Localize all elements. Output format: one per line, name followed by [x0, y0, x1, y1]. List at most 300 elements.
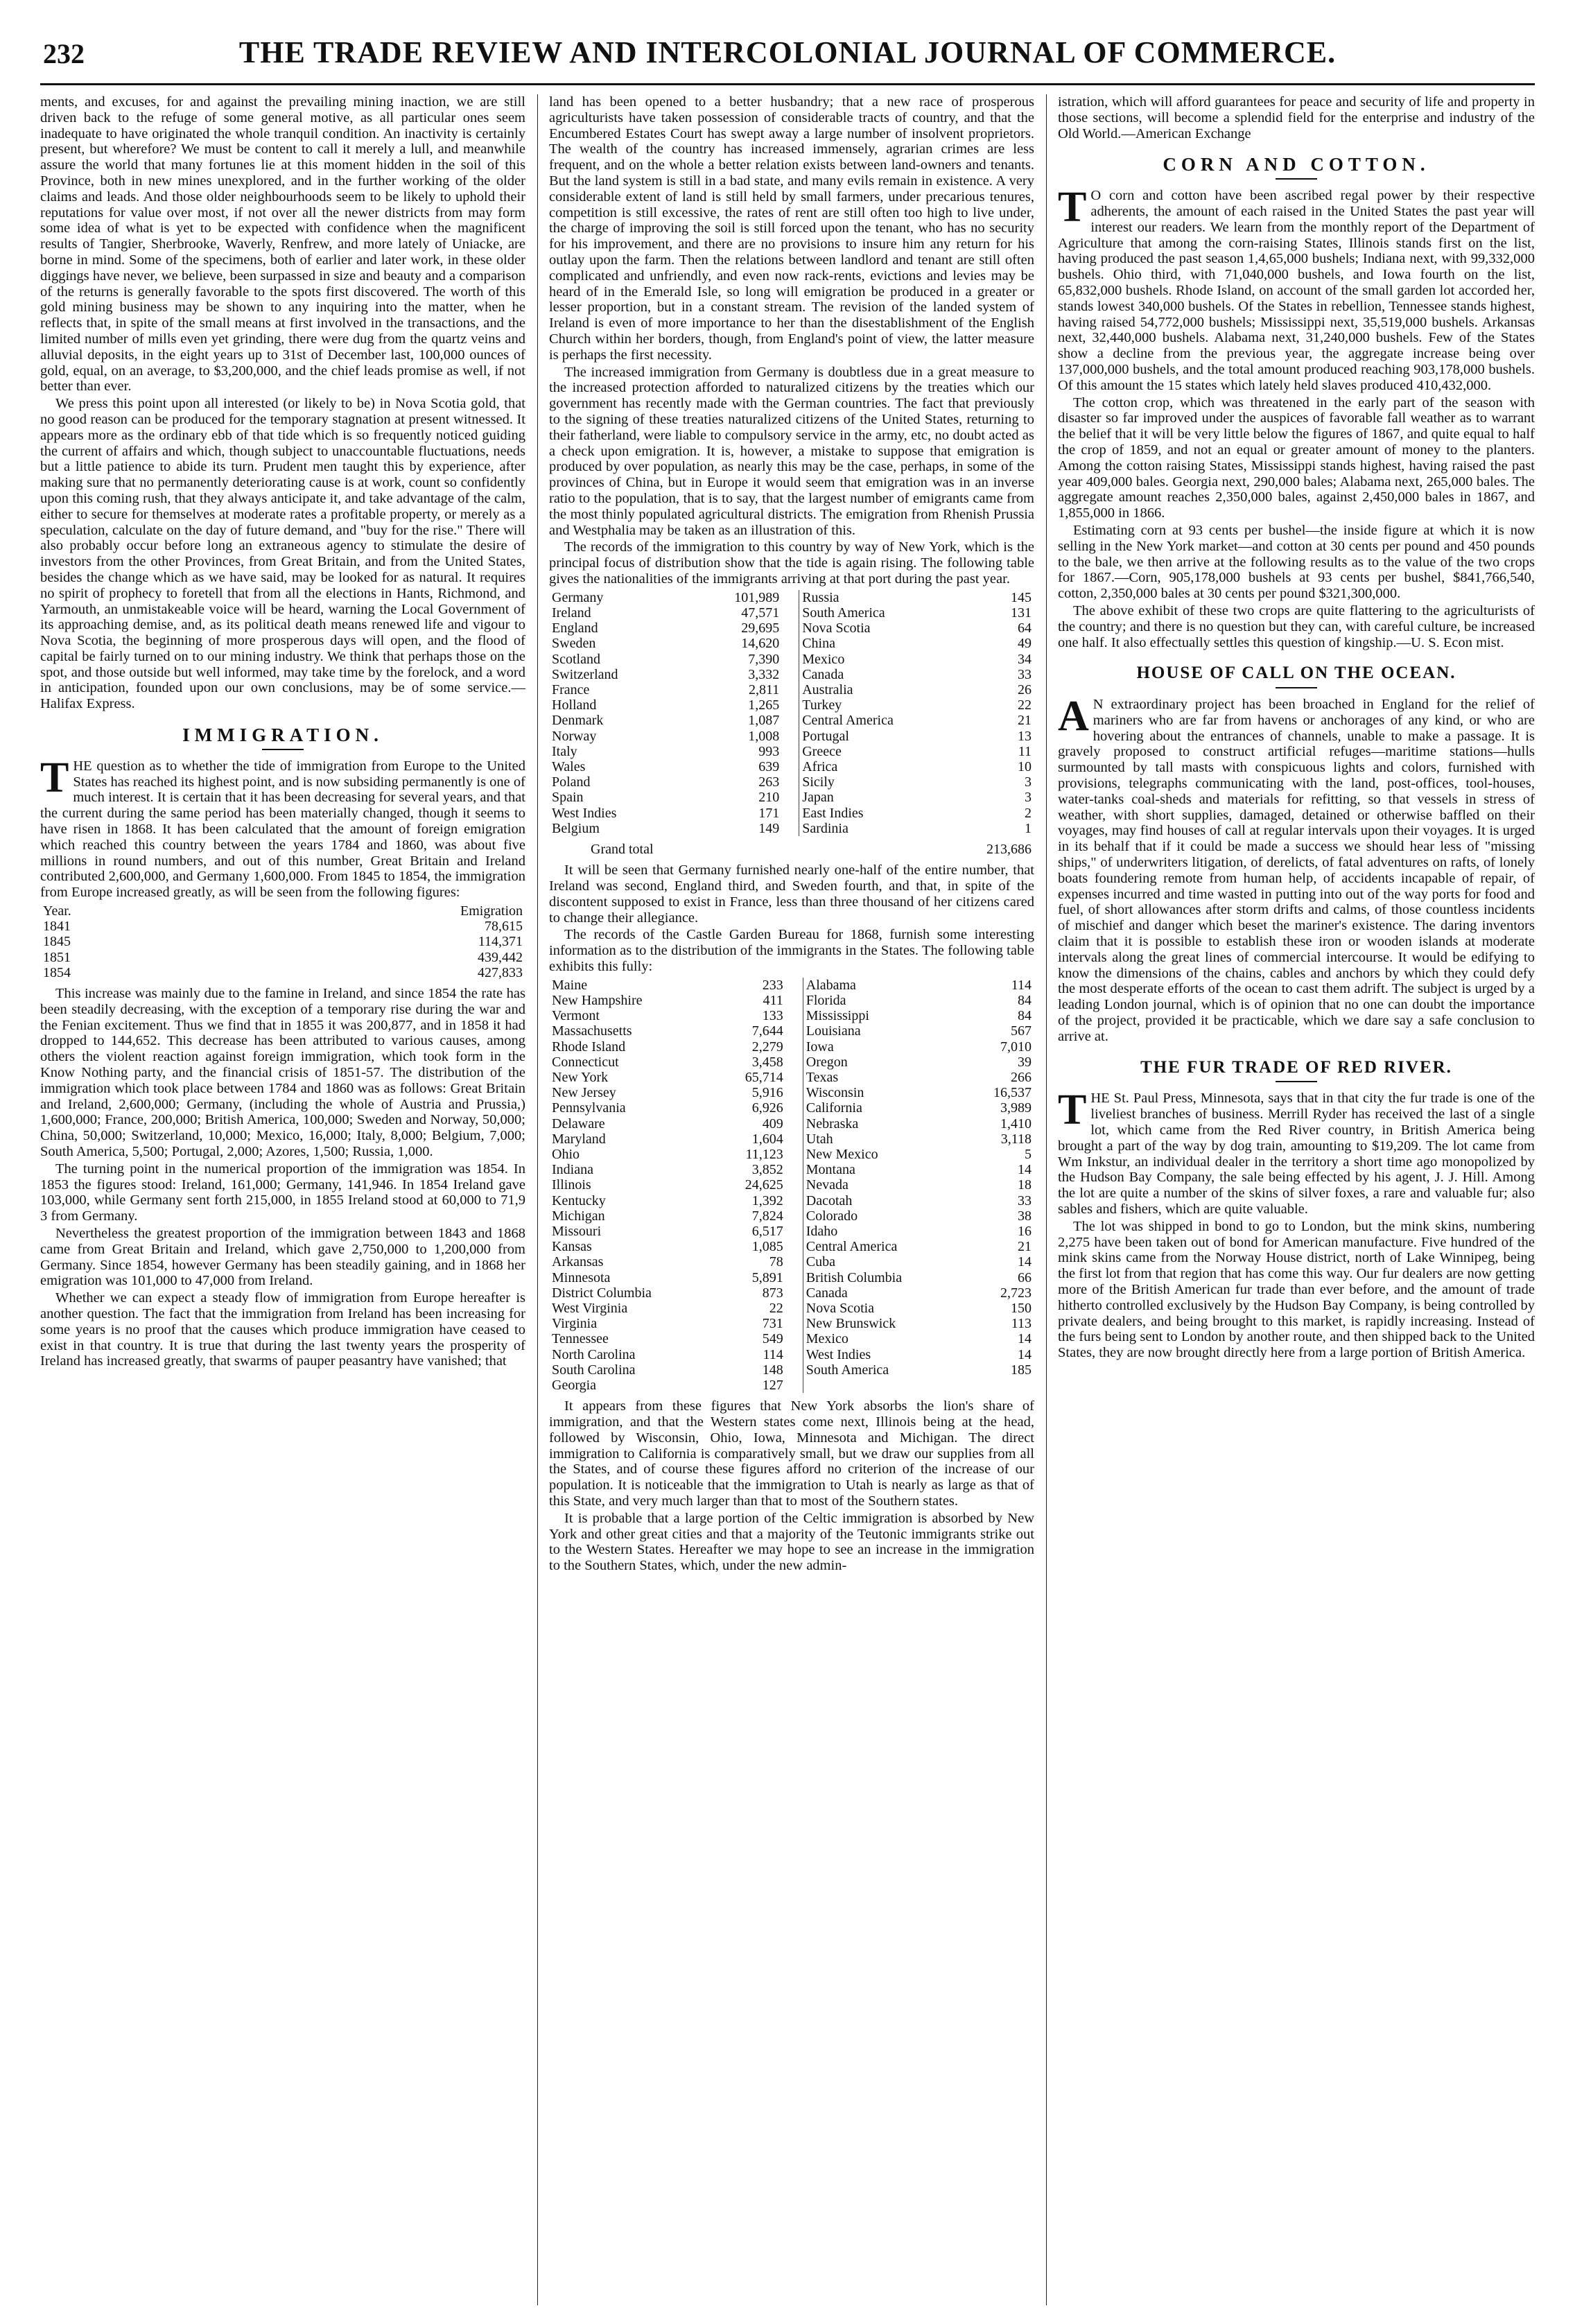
paragraph: [1058, 184, 1535, 393]
cell: 26: [1018, 682, 1032, 697]
column-divider: [786, 1285, 803, 1301]
table-row: [549, 1301, 1034, 1316]
total-value: 213,686: [986, 841, 1032, 857]
cell: 11: [1018, 743, 1032, 759]
paragraph: Nevertheless the greatest proportion of the immigration between 1843 and 1868 came from Great Britain and Ireland, which gave 2,750,000 to 1,200,000 from Germany. Since 1854, however Germany has been steadily gaining, and in 1868 her emigration was 101,000 to 47,000 from Ireland.: [40, 1226, 525, 1289]
cell: 171: [758, 805, 780, 821]
paragraph: Estimating corn at 93 cents per bushel—the inside figure at which it is now selling in the New York market—and cotton at 30 cents per pound and 450 pounds to the bale, we then arrive at the following results as to the value of the two crops for 1867.—Corn, 905,178,000 bushels at 93 cents per bushel, $841,766,540, cotton, 2,350,000 bales at 30 cents per pound $321,300,000.: [1058, 522, 1535, 602]
cell: 11,123: [745, 1146, 783, 1162]
cell: 210: [758, 790, 780, 806]
cell: 7,644: [751, 1023, 783, 1039]
cell: China: [802, 636, 835, 652]
journal-title: THE TRADE REVIEW AND INTERCOLONIAL JOURNAL OF COMMERCE.: [238, 35, 1337, 69]
table-header: [40, 903, 525, 919]
cell: 14: [1018, 1331, 1032, 1347]
cell: Nevada: [806, 1177, 849, 1193]
cell: England: [552, 621, 598, 636]
cell: Dacotah: [806, 1193, 853, 1208]
paragraph: It is probable that a large portion of the Celtic immigration is absorbed by New York and other great cities and that a majority of the Teutonic immigrants strike out to the Western States. Hereafter we may hope to see an increase in the immigration to the Southern States, which, under the new admin-: [549, 1510, 1034, 1574]
cell: 78,615: [485, 919, 523, 935]
cell: 14,620: [741, 636, 780, 652]
cell: Australia: [802, 682, 853, 697]
column-divider: [782, 652, 799, 667]
cell: Pennsylvania: [552, 1100, 626, 1116]
cell: New Hampshire: [552, 992, 643, 1008]
cell: Central America: [806, 1239, 898, 1255]
table-row: [549, 1039, 1034, 1055]
masthead: [40, 28, 1535, 85]
cell: 6,517: [751, 1223, 783, 1239]
cell: North Carolina: [552, 1346, 636, 1362]
cell: 16: [1018, 1223, 1032, 1239]
cell: 1,604: [751, 1131, 783, 1147]
cell: Georgia: [552, 1378, 597, 1394]
cell: 7,390: [748, 651, 780, 667]
table-row: [549, 744, 1034, 759]
table-row: [549, 1362, 1034, 1378]
cell: 1,087: [748, 713, 780, 729]
cell: 5,916: [751, 1085, 783, 1101]
table-row: [549, 605, 1034, 621]
header-cell: Year.: [43, 903, 71, 919]
column-divider: [782, 774, 799, 790]
cell: Tennessee: [552, 1331, 609, 1347]
table-row: [549, 1254, 1034, 1269]
table-row: [549, 1085, 1034, 1100]
table-row: [549, 1285, 1034, 1301]
cell: 149: [758, 820, 780, 836]
cell: Florida: [806, 992, 846, 1008]
cell: 1,085: [751, 1239, 783, 1255]
column-divider: [786, 1301, 803, 1316]
table-row: [549, 697, 1034, 713]
cell: 3,118: [1000, 1131, 1032, 1147]
cell: 114: [1011, 977, 1032, 993]
column-divider: [782, 790, 799, 805]
cell: 24,625: [745, 1177, 783, 1193]
cell: 14: [1018, 1346, 1032, 1362]
divider: [1276, 1081, 1317, 1082]
cell: Belgium: [552, 820, 600, 836]
cell: 33: [1018, 666, 1032, 682]
cell: Poland: [552, 774, 591, 790]
cell: Switzerland: [552, 666, 618, 682]
cell: Portugal: [802, 728, 849, 744]
column-divider: [786, 1147, 803, 1162]
cell: 1: [1025, 820, 1032, 836]
cell: 38: [1018, 1208, 1032, 1224]
emigration-table: [40, 903, 525, 980]
cell: Italy: [552, 743, 577, 759]
cell: 3,852: [751, 1162, 783, 1178]
cell: 64: [1018, 621, 1032, 636]
paragraph: ments, and excuses, for and against the prevailing mining inaction, we are still driven back to the refuge of some general motive, as all particular ones seem inadequate to have originated the whole tranquil condition. An inactivity is certainly present, but wherefore? We must be content to call it merely a lull, and meanwhile assure the world that many fortunes lie at this moment hidden in the soil of this Province, both in new mines unexplored, and in the further working of the older claims and leads. And those older neighbourhoods seem to be likely to uphold their reputations for value over most, if not over all the newer districts from may form some idea of what is yet to be expected with confidence when the magnificent results of Tangier, Sherbrooke, Waverly, Renfrew, and more lately of Uniacke, are borne in mind. Some of the specimens, both of earlier and later work, in these older diggings have never, we believe, been surpassed in size and beauty and a comparison of the returns is generally favorable to the spots first discovered. The worth of this gold mining business may be shown to any inquiring into the matter, when he reflects that, in spite of the small means at first involved in the transactions, and the limited number of mills even yet grinding, there were dug from the quartz veins and alluvial deposits, in the eight years up to 31st of December last, 100,000 ounces of gold, equal, on an average, to $3,200,000, and the chief leads promise as well, if not better than ever.: [40, 94, 525, 394]
column-divider: [786, 1070, 803, 1085]
cell: Rhode Island: [552, 1039, 626, 1055]
cell: Maryland: [552, 1131, 606, 1147]
cell: Montana: [806, 1162, 855, 1178]
cell: South America: [802, 605, 885, 621]
drop-cap: A: [1058, 693, 1089, 740]
cell: 7,010: [1000, 1039, 1032, 1055]
cell: 29,695: [741, 621, 780, 636]
column-divider: [786, 1023, 803, 1039]
cell: Illinois: [552, 1177, 591, 1193]
paragraph: The increased immigration from Germany is doubtless due in a great measure to the increased protection afforded to naturalized citizens by the treaties which our government has recently made with the German countries. The fact that previously to the signing of these treaties naturalized citizens of the United States, returning to their fatherland, were liable to compulsory service in the army, etc, no doubt acted as a check upon emigration. It is, however, a mistake to suppose that emigration is produced by over population, as nearly this may be the case, perhaps, in some of the provinces of China, but in Europe it would seem that emigration was in an inverse ratio to the population, that is to say, that the largest number of emigrants came from the most thinly populated agricultural districts. The emigration from Rhenish Prussia and Westphalia may be taken as an illustration of this.: [549, 364, 1034, 538]
grand-total: [549, 842, 1034, 857]
column-divider: [786, 1362, 803, 1378]
cell: 1,265: [748, 697, 780, 713]
column-divider: [786, 993, 803, 1008]
table-row: [549, 1008, 1034, 1023]
table-row: [549, 978, 1034, 993]
column-divider: [782, 759, 799, 774]
cell: 49: [1018, 636, 1032, 652]
cell: 439,442: [478, 949, 523, 965]
cell: 84: [1018, 1008, 1032, 1024]
corn-cotton-heading: [1058, 154, 1535, 180]
cell: Colorado: [806, 1208, 858, 1224]
paragraph-text: N extraordinary project has been broached in England for the relief of mariners who are far from havens or anchorages of any kind, or who are hovering about the entrances of channels, unable to make a passage. It is gravely proposed to construct artificial refuges—maritime stations—hulls surmounted by tall masts with conspicuous lights and colors, furnished with provisions, telegraphs communicating with the land, post-offices, tool-houses, water-tanks coal-sheds and materials for refitting, so that vessels in stress of weather, with short supplies, damaged, detained or otherwise baffled on their voyages, may find houses of call at regular intervals upon their voyages. It is urged in its behalf that if it could be made a success we should hear less of "missing ships," of underwriters litigation, of derelicts, of fatal adventures on rafts, of lonely boats foundering remote from human help, of accidents incapable of repair, of expenses incurred and time wasted in putting into out of the way ports for food and fuel, of short allowances after storm drifts and calms, of those countless incidents of mischief and danger which beset the mariner's existence. The daring inventors claim that it is possible to establish these iron or wooden islands at moderate intervals along the great lines of commercial intercourse. It would be edifying to know the dimensions of the chains, cables and anchors by which they could defy the most desperate efforts of the ocean to cast them adrift. The subject is urged by a leading London journal, which is of opinion that no one can doubt the importance of the project, provided it be practicable, which we dare say a safe conclusion to arrive at.: [1058, 697, 1535, 1044]
cell: South Carolina: [552, 1362, 636, 1378]
column-divider: [786, 1131, 803, 1147]
column-divider: [786, 1208, 803, 1224]
cell: Sardinia: [802, 820, 849, 836]
page-number: 232: [43, 38, 85, 69]
cell: 39: [1018, 1054, 1032, 1070]
cell: Nebraska: [806, 1116, 859, 1131]
column-divider: [786, 1055, 803, 1070]
cell: 34: [1018, 651, 1032, 667]
cell: 1845: [43, 934, 71, 950]
cell: 84: [1018, 992, 1032, 1008]
table-row: [549, 1331, 1034, 1346]
cell: Arkansas: [552, 1254, 604, 1270]
paragraph: land has been opened to a better husbandry; that a new race of prosperous agriculturists have taken possession of considerable tracts of country, and that the Encumbered Estates Court has swept away a large number of insolvent proprietors. The wealth of the country has increased immensely, agrarian crimes are less frequent, and on the whole a better relation exists between land-owners and tenants. But the land system is still in a bad state, and many evils remain in existence. A very considerable extent of land is still held by small farmers, under precarious tenures, competition is still excessive, the rates of rent are still often too high to live under, the charge of improving the soil is still forced upon the tenant, who has no security for his improvement, and there are no provisions to insure him any return for his outlay upon the farm. Then the relations between landlord and tenant are still often complicated and unfriendly, and even now rack-rents, evictions and levies may be heard of in the Emerald Isle, so long will emigration be produced in a greater or lesser proportion, but in a constant stream. The revision of the landed system of Ireland is even of more importance to her than the disestablishment of the English Church within her borders, though, from England's point of view, the latter measure is perhaps the first necessity.: [549, 94, 1034, 363]
cell: 2,723: [1000, 1285, 1032, 1301]
columns: [40, 94, 1535, 2305]
cell: 145: [1011, 589, 1032, 605]
table-row: [549, 1193, 1034, 1208]
cell: 47,571: [741, 605, 780, 621]
cell: Iowa: [806, 1039, 834, 1055]
cell: British Columbia: [806, 1269, 903, 1285]
cell: Nova Scotia: [802, 621, 871, 636]
paragraph-text: HE St. Paul Press, Minnesota, says that in that city the fur trade is one of the liveliest branches of business. Merrill Ryder has received the last of a single lot, which came from the Red River country, in British America being brought a part of the way by dog train, amounting to $19,209. The lot came from Wm Inkstur, an individual dealer in the territory a short time ago monopolized by the Hudson Bay Company, the sale being effected by his agent, J. J. Hill. Among the lot are quite a number of the skins of silver foxes, a rare and valuable fur; also sables and fishers, which are quite valuable.: [1058, 1091, 1535, 1217]
cell: 22: [1018, 697, 1032, 713]
table-row: [549, 636, 1034, 651]
cell: 7,824: [751, 1208, 783, 1224]
total-label: Grand total: [591, 841, 654, 857]
column-divider: [782, 697, 799, 713]
drop-cap: T: [40, 754, 69, 801]
cell: East Indies: [802, 805, 864, 821]
cell: 131: [1011, 605, 1032, 621]
cell: 266: [1011, 1069, 1032, 1085]
column-divider: [786, 1254, 803, 1269]
states-table: [549, 978, 1034, 1393]
cell: 150: [1011, 1301, 1032, 1316]
paragraph: Whether we can expect a steady flow of immigration from Europe hereafter is another question. The fact that the immigration from Ireland has been increasing for some years is no proof that the causes which produce immigration have ceased to exist in that country. It is true that during the last twenty years the prosperity of Ireland has increased greatly, that swarms of pauper peasantry have vanished; that: [40, 1290, 525, 1369]
divider: [1276, 178, 1317, 180]
cell: Central America: [802, 713, 894, 729]
table-row: [549, 759, 1034, 774]
nationality-table: [549, 590, 1034, 836]
table-row: [549, 713, 1034, 728]
cell: 6,926: [751, 1100, 783, 1116]
table-row: [40, 950, 525, 965]
cell: Kentucky: [552, 1193, 606, 1208]
cell: 13: [1018, 728, 1032, 744]
column-divider: [786, 1008, 803, 1023]
cell: 5,891: [751, 1269, 783, 1285]
cell: 127: [762, 1378, 783, 1394]
column-3: [1058, 94, 1535, 2305]
cell: Connecticut: [552, 1054, 619, 1070]
cell: Greece: [802, 743, 842, 759]
cell: District Columbia: [552, 1285, 652, 1301]
section-title: THE FUR TRADE OF RED RIVER.: [1140, 1057, 1452, 1077]
cell: 993: [758, 743, 780, 759]
cell: Wisconsin: [806, 1085, 864, 1101]
cell: 3,989: [1000, 1100, 1032, 1116]
column-divider: [786, 1162, 803, 1177]
table-row: [549, 1116, 1034, 1131]
cell: 409: [762, 1116, 783, 1131]
cell: Wales: [552, 758, 586, 774]
cell: 873: [762, 1285, 783, 1301]
cell: Russia: [802, 589, 839, 605]
immigration-heading: [40, 727, 525, 750]
cell: 1,392: [751, 1193, 783, 1208]
cell: Germany: [552, 589, 604, 605]
cell: 65,714: [745, 1069, 783, 1085]
column-divider: [782, 667, 799, 682]
table-row: [549, 1177, 1034, 1193]
cell: 567: [1011, 1023, 1032, 1039]
cell: 233: [762, 977, 783, 993]
paragraph: The records of the immigration to this country by way of New York, which is the principal focus of distribution show that the tide is again rising. The following table gives the nationalities of the immigrants arriving at that port during the past year.: [549, 539, 1034, 587]
table-row: [549, 590, 1034, 605]
cell: 14: [1018, 1254, 1032, 1270]
cell: 549: [762, 1331, 783, 1347]
cell: 133: [762, 1008, 783, 1024]
drop-cap: T: [1058, 1086, 1087, 1134]
table-row: [549, 993, 1034, 1008]
cell: 114,371: [478, 934, 523, 950]
cell: Ohio: [552, 1146, 580, 1162]
cell: New Mexico: [806, 1146, 878, 1162]
table-row: [549, 1224, 1034, 1239]
cell: 2,279: [751, 1039, 783, 1055]
column-divider: [786, 1224, 803, 1239]
cell: Missouri: [552, 1223, 602, 1239]
cell: 5: [1025, 1146, 1032, 1162]
newspaper-page: [40, 28, 1535, 2305]
column-divider: [786, 1270, 803, 1285]
paragraph: [40, 754, 525, 901]
table-row: [40, 919, 525, 934]
cell: [965, 1378, 1034, 1393]
table-row: [549, 1347, 1034, 1362]
cell: 113: [1011, 1316, 1032, 1332]
cell: 66: [1018, 1269, 1032, 1285]
cell: Indiana: [552, 1162, 593, 1178]
paragraph-text: HE question as to whether the tide of immigration from Europe to the United States has reached its highest point, and is now subsiding permanently is one of much interest. It is certain that it has been decreasing for several years, and that the current during the same period has been materially changed, though it seems to have risen in 1868. It has been calculated that the amount of foreign emigration which reached this country between the years 1784 and 1860, was about five millions in round numbers, and out of this number, Great Britain and Ireland contributed 2,600,000, and Germany 1,600,000. From 1845 to 1854, the immigration from Europe increased greatly, as will be seen from the following figures:: [40, 758, 525, 901]
table-row: [549, 842, 1034, 857]
column-divider: [786, 1331, 803, 1346]
paragraph: This increase was mainly due to the famine in Ireland, and since 1854 the rate has been steadily decreasing, with the exception of a temporary rise during the war and the Fenian excitement. Thus we find that in 1855 it was 200,877, and in 1858 it had dropped to 144,652. This decrease has been attributed to various causes, among others the violent reaction against foreign immigration, which took form in the Know Nothing party, and the financial crisis of 1851-57. The distribution of the immigration which took place between 1784 and 1860 was as follows: Great Britain and Ireland, 2,600,000; Germany, (including the whole of Austria and Prussia,) 1,600,000; France, 200,000; British America, 100,000; Sweden and Norway, 50,000; China, 50,000; Switzerland, 10,000; Mexico, 16,000; Italy, 8,000; Belgium, 7,000; South America, 5,500; Portugal, 2,000; Azores, 1,500; Russia, 1,000.: [40, 986, 525, 1160]
cell: Louisiana: [806, 1023, 861, 1039]
cell: Scotland: [552, 651, 600, 667]
cell: Africa: [802, 758, 838, 774]
paragraph: The turning point in the numerical proportion of the immigration was 1854. In 1853 the figures stood: Ireland, 161,000; Germany, 141,946. In 1854 Ireland gave 103,000, while Germany sent forth 215,000, in 1855 Ireland stood at 60,000 to 71,9 3 from Germany.: [40, 1161, 525, 1224]
cell: 411: [763, 992, 783, 1008]
divider: [1276, 687, 1317, 688]
cell: 3,332: [748, 666, 780, 682]
section-title: IMMIGRATION.: [182, 725, 383, 746]
cell: Alabama: [806, 977, 856, 993]
cell: New York: [552, 1069, 609, 1085]
table-row: [549, 1147, 1034, 1162]
cell: 78: [769, 1254, 783, 1270]
cell: 2: [1025, 805, 1032, 821]
column-divider: [782, 821, 799, 836]
cell: 22: [769, 1301, 783, 1316]
cell: France: [552, 682, 590, 697]
table-row: [549, 821, 1034, 836]
cell: 3: [1025, 774, 1032, 790]
cell: 101,989: [734, 589, 780, 605]
table-row: [549, 652, 1034, 667]
table-row: [40, 934, 525, 949]
cell: Virginia: [552, 1316, 598, 1332]
cell: 3: [1025, 790, 1032, 806]
cell: Mississippi: [806, 1008, 869, 1024]
cell: New Jersey: [552, 1085, 616, 1101]
table-row: [549, 729, 1034, 744]
column-2: [549, 94, 1034, 2305]
cell: 639: [758, 758, 780, 774]
paragraph: [1058, 693, 1535, 1045]
table-row: [549, 621, 1034, 636]
paragraph: The cotton crop, which was threatened in the early part of the season with disaster so far improved under the auspices of favorable fall weather as to warrant the belief that it will be very little below the figures of 1867, and quite equal to half the crop of 1859, and not an equal or greater amount of money to the planters. Among the cotton raising States, Mississippi stands highest, having raised the past year 409,000 bales. Georgia next, 290,000 bales; Alabama next, 265,000 bales. The aggregate amount reaches 2,350,000 bales, against 2,450,000 bales in 1867, and 1,855,000 in 1866.: [1058, 394, 1535, 521]
column-divider: [782, 806, 799, 821]
cell: [803, 1378, 965, 1393]
column-divider: [786, 1039, 803, 1055]
cell: Turkey: [802, 697, 842, 713]
column-divider: [782, 713, 799, 728]
cell: 114: [763, 1346, 783, 1362]
table-row: [549, 1162, 1034, 1177]
cell: Sweden: [552, 636, 596, 652]
cell: West Virginia: [552, 1301, 628, 1316]
paragraph: It will be seen that Germany furnished nearly one-half of the entire number, that Ireland was second, England third, and Sweden fourth, and that, in spite of the discontent supposed to exist in France, less than three thousand of her citizens cared to change their allegiance.: [549, 862, 1034, 926]
section-title: HOUSE OF CALL ON THE OCEAN.: [1136, 664, 1456, 683]
cell: Ireland: [552, 605, 591, 621]
cell: Mexico: [806, 1331, 849, 1347]
table-row: [549, 806, 1034, 821]
cell: Norway: [552, 728, 597, 744]
table-row: [549, 667, 1034, 682]
column-divider: [782, 682, 799, 697]
column-divider: [786, 1116, 803, 1131]
table-row: [549, 1208, 1034, 1224]
cell: 1,410: [1000, 1116, 1032, 1131]
cell: 33: [1018, 1193, 1032, 1208]
column-divider: [782, 621, 799, 636]
cell: Massachusetts: [552, 1023, 632, 1039]
column-divider: [782, 590, 799, 605]
table-row: [549, 1239, 1034, 1254]
cell: Kansas: [552, 1239, 592, 1255]
column-divider: [782, 729, 799, 744]
cell: California: [806, 1100, 862, 1116]
cell: New Brunswick: [806, 1316, 896, 1332]
cell: Canada: [806, 1285, 848, 1301]
column-divider: [786, 1100, 803, 1116]
paragraph: The lot was shipped in bond to go to London, but the mink skins, numbering 2,275 have been taken out of bond for American manufacture. Five hundred of the mink skins came from the Norway House district, north of Lake Winnipeg, being the first lot from that region that has come this way. Our fur dealers are now getting more of the British American fur trade than ever before, and the amount of trade hitherto controlled exclusively by the Hudson Bay Company, is being controlled by private dealers, and being brought to this market, is rapidly increasing. Instead of the furs being sent to London by another route, and then shipped back to the United States, they are now brought directly here from a large portion of British America.: [1058, 1218, 1535, 1361]
column-1: [40, 94, 525, 2305]
cell: 427,833: [478, 964, 523, 980]
cell: 10: [1018, 758, 1032, 774]
table-row: [40, 965, 525, 980]
drop-cap: T: [1058, 184, 1087, 232]
paragraph-text: O corn and cotton have been ascribed regal power by their respective adherents, the amount of each raised in the United States the past year will interest our readers. We learn from the monthly report of the Department of Agriculture that among the corn-raising States, Illinois stands first on the list, having produced the past season 1,4,65,000 bushels; Indiana next, with 99,332,000 bushels. Ohio third, with 71,040,000 bushels, and Iowa fourth on the list, 65,832,000 bushels. Rhode Island, on account of the small garden lot accorded her, stands lowest 340,000 bushels. Of the States in rebellion, Tennessee stands highest, having raised 54,772,000 bushels; Mississippi next, 35,519,000 bushels. Arkansas next, 32,440,000 bushels. Alabama next, 31,240,000 bushels. Few of the States show a decline from the previous year, the aggregate increase being over 137,000,000 bushels, and the total amount produced reaching 903,178,000 bushels. Of this amount the 15 states which lately held slaves produced 410,432,000.: [1058, 188, 1535, 393]
table-row: [549, 1316, 1034, 1331]
table-row: [549, 1070, 1034, 1085]
cell: Idaho: [806, 1223, 838, 1239]
table-row: [549, 1378, 1034, 1393]
column-divider: [786, 1193, 803, 1208]
cell: 14: [1018, 1162, 1032, 1178]
paragraph: [1058, 1086, 1535, 1217]
column-divider: [786, 1316, 803, 1331]
table-row: [549, 1270, 1034, 1285]
cell: Nova Scotia: [806, 1301, 875, 1316]
header-cell: Emigration: [460, 903, 523, 919]
cell: Sicily: [802, 774, 835, 790]
house-of-call-heading: [1058, 666, 1535, 688]
table-row: [549, 1100, 1034, 1116]
cell: 1,008: [748, 728, 780, 744]
cell: Utah: [806, 1131, 833, 1147]
cell: Texas: [806, 1069, 839, 1085]
table-row: [549, 790, 1034, 805]
cell: Holland: [552, 697, 597, 713]
cell: 3,458: [751, 1054, 783, 1070]
cell: Japan: [802, 790, 834, 806]
cell: West Indies: [552, 805, 617, 821]
table-row: [549, 1055, 1034, 1070]
cell: 16,537: [993, 1085, 1032, 1101]
table-row: [549, 1023, 1034, 1039]
cell: 1851: [43, 949, 71, 965]
column-divider: [782, 636, 799, 651]
table-row: [549, 682, 1034, 697]
cell: South America: [806, 1362, 889, 1378]
cell: Denmark: [552, 713, 604, 729]
column-divider: [782, 605, 799, 621]
cell: 21: [1018, 1239, 1032, 1255]
column-divider: [786, 1085, 803, 1100]
cell: 18: [1018, 1177, 1032, 1193]
cell: Delaware: [552, 1116, 605, 1131]
cell: 21: [1018, 713, 1032, 729]
cell: Maine: [552, 977, 588, 993]
paragraph: istration, which will afford guarantees for peace and security of life and property in those sections, will become a splendid field for the enterprise and industry of the Old World.—American Exchange: [1058, 94, 1535, 141]
cell: Cuba: [806, 1254, 835, 1270]
